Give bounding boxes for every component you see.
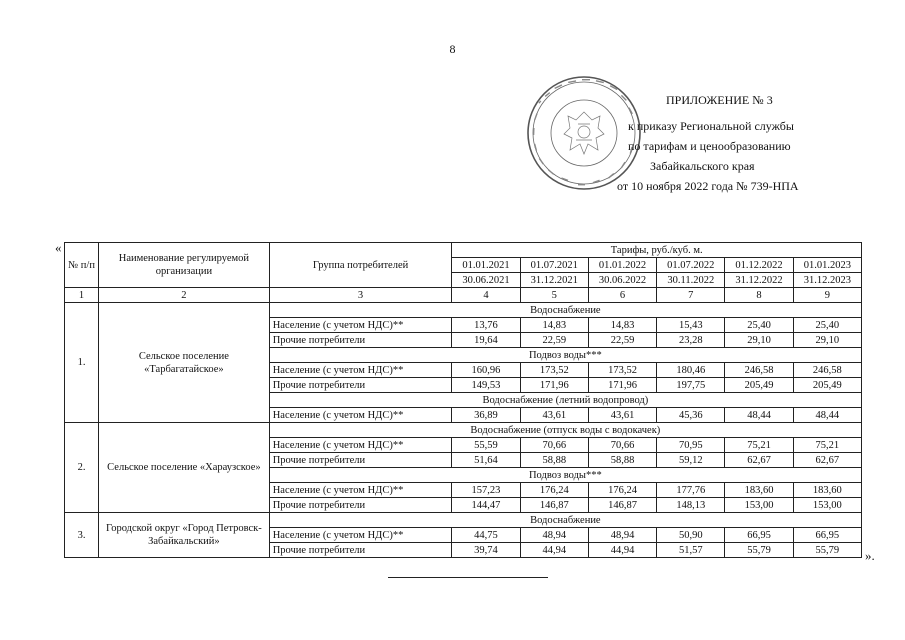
tariff-value: 55,79 (725, 543, 793, 558)
section-title: Подвоз воды*** (269, 348, 861, 363)
tariff-value: 171,96 (588, 378, 656, 393)
tariff-value: 246,58 (793, 363, 861, 378)
consumer-group: Прочие потребители (269, 498, 452, 513)
section-title: Водоснабжение (отпуск воды с водокачек) (269, 423, 861, 438)
tariff-value: 177,76 (657, 483, 725, 498)
section-title: Водоснабжение (летний водопровод) (269, 393, 861, 408)
header-period-to: 31.12.2023 (793, 273, 861, 288)
tariff-value: 160,96 (452, 363, 520, 378)
org-number: 1. (65, 303, 99, 423)
header-period-from: 01.01.2022 (588, 258, 656, 273)
section-title: Водоснабжение (269, 303, 861, 318)
tariff-value: 43,61 (588, 408, 656, 423)
tariff-value: 29,10 (725, 333, 793, 348)
consumer-group: Население (с учетом НДС)** (269, 483, 452, 498)
org-name: Сельское поселение «Тарбагатайское» (99, 303, 270, 423)
org-name: Сельское поселение «Хараузское» (99, 423, 270, 513)
appendix-line: к приказу Региональной службы (628, 119, 794, 133)
appendix-line: от 10 ноября 2022 года № 739-НПА (617, 179, 799, 193)
appendix-heading (600, 90, 900, 196)
header-period-from: 01.07.2021 (520, 258, 588, 273)
tariff-table (64, 242, 862, 558)
section-title: Водоснабжение (269, 513, 861, 528)
tariff-value: 70,95 (657, 438, 725, 453)
section-title: Подвоз воды*** (269, 468, 861, 483)
header-period-to: 31.12.2022 (725, 273, 793, 288)
tariff-value: 44,75 (452, 528, 520, 543)
header-period-to: 31.12.2021 (520, 273, 588, 288)
col-number: 8 (725, 288, 793, 303)
tariff-value: 51,64 (452, 453, 520, 468)
tariff-value: 75,21 (725, 438, 793, 453)
tariff-value: 176,24 (588, 483, 656, 498)
tariff-value: 50,90 (657, 528, 725, 543)
tariff-value: 55,59 (452, 438, 520, 453)
tariff-value: 43,61 (520, 408, 588, 423)
col-number: 3 (269, 288, 452, 303)
header-group: Группа потребителей (269, 243, 452, 288)
header-period-from: 01.07.2022 (657, 258, 725, 273)
tariff-value: 70,66 (520, 438, 588, 453)
opening-quote: « (55, 240, 62, 255)
consumer-group: Население (с учетом НДС)** (269, 363, 452, 378)
col-number: 7 (657, 288, 725, 303)
tariff-value: 25,40 (793, 318, 861, 333)
tariff-value: 36,89 (452, 408, 520, 423)
appendix-line: Забайкальского края (650, 159, 755, 173)
consumer-group: Население (с учетом НДС)** (269, 318, 452, 333)
tariff-value: 15,43 (657, 318, 725, 333)
consumer-group: Прочие потребители (269, 543, 452, 558)
tariff-value: 14,83 (588, 318, 656, 333)
tariff-value: 246,58 (725, 363, 793, 378)
col-number: 2 (99, 288, 270, 303)
header-org: Наименование регулируемой организации (99, 243, 270, 288)
tariff-value: 173,52 (520, 363, 588, 378)
header-period-from: 01.12.2022 (725, 258, 793, 273)
appendix-line: по тарифам и ценообразованию (628, 139, 791, 153)
tariff-value: 144,47 (452, 498, 520, 513)
org-name: Городской округ «Город Петровск-Забайкальский» (99, 513, 270, 558)
tariff-value: 19,64 (452, 333, 520, 348)
tariff-value: 157,23 (452, 483, 520, 498)
tariff-value: 55,79 (793, 543, 861, 558)
col-number: 5 (520, 288, 588, 303)
header-period-to: 30.11.2022 (657, 273, 725, 288)
tariff-value: 75,21 (793, 438, 861, 453)
tariff-value: 62,67 (793, 453, 861, 468)
page-number: 8 (449, 42, 456, 56)
tariff-value: 22,59 (588, 333, 656, 348)
tariff-value: 22,59 (520, 333, 588, 348)
tariff-value: 25,40 (725, 318, 793, 333)
consumer-group: Население (с учетом НДС)** (269, 408, 452, 423)
tariff-value: 23,28 (657, 333, 725, 348)
footnote-divider (388, 577, 548, 578)
closing-quote: ». (865, 548, 875, 563)
col-number: 4 (452, 288, 520, 303)
tariff-value: 146,87 (520, 498, 588, 513)
tariff-value: 176,24 (520, 483, 588, 498)
tariff-value: 29,10 (793, 333, 861, 348)
org-number: 3. (65, 513, 99, 558)
col-number: 1 (65, 288, 99, 303)
tariff-value: 153,00 (793, 498, 861, 513)
tariff-value: 48,94 (588, 528, 656, 543)
tariff-value: 48,44 (793, 408, 861, 423)
tariff-value: 66,95 (793, 528, 861, 543)
tariff-value: 70,66 (588, 438, 656, 453)
consumer-group: Население (с учетом НДС)** (269, 438, 452, 453)
tariff-value: 205,49 (793, 378, 861, 393)
consumer-group: Прочие потребители (269, 453, 452, 468)
tariff-value: 153,00 (725, 498, 793, 513)
tariff-value: 205,49 (725, 378, 793, 393)
header-period-from: 01.01.2023 (793, 258, 861, 273)
tariff-value: 39,74 (452, 543, 520, 558)
col-number: 9 (793, 288, 861, 303)
header-period-from: 01.01.2021 (452, 258, 520, 273)
tariff-value: 146,87 (588, 498, 656, 513)
tariff-value: 197,75 (657, 378, 725, 393)
tariff-value: 148,13 (657, 498, 725, 513)
tariff-value: 58,88 (520, 453, 588, 468)
consumer-group: Прочие потребители (269, 333, 452, 348)
header-period-to: 30.06.2021 (452, 273, 520, 288)
tariff-value: 51,57 (657, 543, 725, 558)
org-number: 2. (65, 423, 99, 513)
tariff-value: 44,94 (588, 543, 656, 558)
tariff-value: 171,96 (520, 378, 588, 393)
tariff-value: 62,67 (725, 453, 793, 468)
tariff-value: 173,52 (588, 363, 656, 378)
tariff-value: 58,88 (588, 453, 656, 468)
tariff-value: 13,76 (452, 318, 520, 333)
header-tariffs: Тарифы, руб./куб. м. (452, 243, 862, 258)
tariff-value: 149,53 (452, 378, 520, 393)
tariff-value: 183,60 (725, 483, 793, 498)
tariff-value: 59,12 (657, 453, 725, 468)
col-number: 6 (588, 288, 656, 303)
header-num: № п/п (65, 243, 99, 288)
tariff-value: 48,94 (520, 528, 588, 543)
tariff-value: 44,94 (520, 543, 588, 558)
tariff-value: 66,95 (725, 528, 793, 543)
appendix-title: ПРИЛОЖЕНИЕ № 3 (666, 93, 773, 107)
tariff-value: 48,44 (725, 408, 793, 423)
tariff-value: 14,83 (520, 318, 588, 333)
tariff-value: 183,60 (793, 483, 861, 498)
tariff-value: 45,36 (657, 408, 725, 423)
consumer-group: Население (с учетом НДС)** (269, 528, 452, 543)
consumer-group: Прочие потребители (269, 378, 452, 393)
header-period-to: 30.06.2022 (588, 273, 656, 288)
tariff-value: 180,46 (657, 363, 725, 378)
